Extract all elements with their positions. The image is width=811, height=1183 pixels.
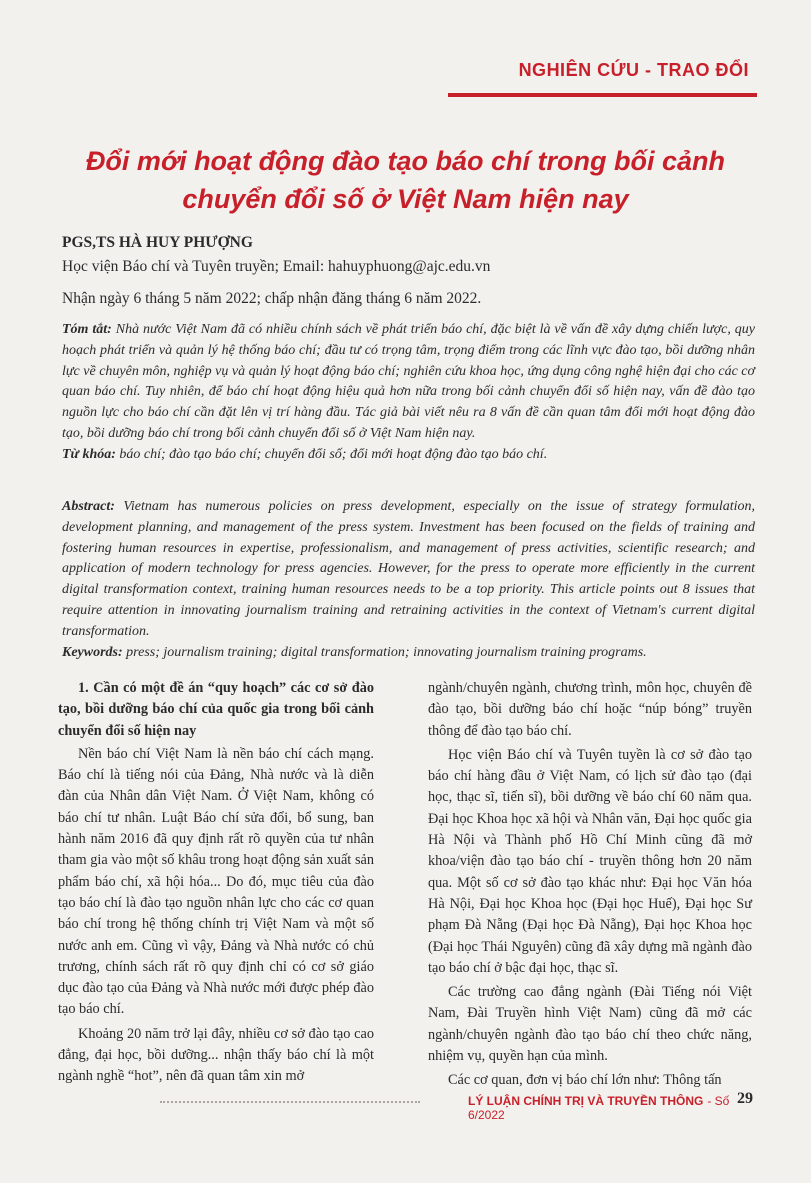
- received-date: Nhận ngày 6 tháng 5 năm 2022; chấp nhận đăng tháng 6 năm 2022.: [62, 290, 482, 307]
- abstract-vietnamese: [62, 320, 755, 466]
- section-label: NGHIÊN CỨU - TRAO ĐỔI: [518, 60, 749, 80]
- title-line-1: Đổi mới hoạt động đào tạo báo chí trong bối cảnh: [85, 146, 726, 177]
- author-name: PGS,TS HÀ HUY PHƯỢNG: [62, 234, 253, 251]
- body-paragraph: Học viện Báo chí và Tuyên tuyền là cơ sở đào tạo báo chí hàng đầu ở Việt Nam, có lịch sử đào tạo (đại học, thạc sĩ, tiến sĩ), bồi dưỡng về báo chí 60 năm qua. Đại học Khoa học xã hội và Nhân văn, Đại học quốc gia Hà Nội và Thành phố Hồ Chí Minh cũng đã mở khoa/viện đào tạo báo chí - truyền thông hơn 20 năm qua. Một số cơ sở đào tạo khác như: Đại học Văn hóa Hà Nội, Đại học Khoa học (Đại học Huế), Đại học Sư phạm Đà Nẵng (Đại học Đà Nẵng), Đại học Khoa học (Đại học Thái Nguyên) cũng đã xây dựng mã ngành đào tạo báo chí ở bậc đại học, thạc sĩ.: [428, 746, 752, 976]
- body-paragraph: Các cơ quan, đơn vị báo chí lớn như: Thông tấn: [448, 1072, 722, 1089]
- title-line-2: chuyển đổi số ở Việt Nam hiện nay: [182, 184, 629, 215]
- footer-divider: [160, 1101, 420, 1105]
- abstract-en-paragraph: [62, 497, 755, 643]
- body-paragraph: ngành/chuyên ngành, chương trình, môn học, chuyên đề đào tạo, bồi dưỡng báo chí hoặc “núp bóng” truyền thông để đào tạo báo chí.: [428, 680, 752, 739]
- author-affiliation: Học viện Báo chí và Tuyên truyền; Email: hahuyphuong@ajc.edu.vn: [62, 258, 491, 275]
- abstract-en-text: Vietnam has numerous policies on press development, especially on the issue of strategy formulation, development planning, and management of the press system. Investment has been focused on the fields of training and fostering human resources in expertise, professionalism, and management of press activities, scientific research; and application of modern technology for press agencies. However, for the press to operate more efficiently in the current digital transformation context, training human resources needs to be a top priority. This article points out 8 issues that require attention in innovating journalism training and retraining activities in the context of Vietnam's current digital transformation.: [62, 499, 755, 639]
- journal-footer: [468, 1094, 753, 1122]
- abstract-en-label: Abstract:: [62, 499, 115, 514]
- keywords-vi-text: báo chí; đào tạo báo chí; chuyển đổi số; đổi mới hoạt động đào tạo báo chí.: [115, 446, 548, 462]
- keywords-vi-label: Từ khóa:: [62, 446, 116, 462]
- journal-name: LÝ LUẬN CHÍNH TRỊ VÀ TRUYỀN THÔNG: [468, 1094, 704, 1108]
- section-heading-1: 1. Cần có một đề án “quy hoạch” các cơ sở đào tạo, bồi dưỡng báo chí của quốc gia trong bối cảnh chuyển đổi số hiện nay: [58, 680, 374, 739]
- keywords-en-paragraph: [62, 643, 755, 664]
- page-number: 29: [737, 1090, 753, 1107]
- abstract-vi-text: Nhà nước Việt Nam đã có nhiều chính sách về phát triển báo chí, đặc biệt là về vấn đề xây dựng chiến lược, quy hoạch phát triển và quản lý hệ thống báo chí; đầu tư có trọng tâm, trọng điểm trong các lĩnh vực đào tạo, bồi dưỡng nhân lực về chuyên môn, nghiệp vụ và quản lý hoạt động báo chí; nghiên cứu khoa học, ứng dụng công nghệ hiện đại cho các cơ quan báo chí. Tuy nhiên, để báo chí hoạt động hiệu quả hơn nữa trong bối cảnh chuyển đổi số hiện nay, vấn đề đào tạo nguồn lực cho báo chí cần đặt lên vị trí hàng đầu. Tác giả bài viết nêu ra 8 vấn đề cần quan tâm đổi mới hoạt động đào tạo, bồi dưỡng báo chí trong bối cảnh chuyển đổi số ở Việt Nam hiện nay.: [62, 322, 755, 441]
- keywords-en-text: press; journalism training; digital transformation; innovating journalism training programs.: [122, 644, 647, 660]
- body-paragraph: Các trường cao đẳng ngành (Đài Tiếng nói Việt Nam, Đài Truyền hình Việt Nam) cũng đã mở các ngành/chuyên ngành đào tạo báo chí theo chức năng, nhiệm vụ, quyền hạn của mình.: [428, 984, 752, 1065]
- keywords-vi-paragraph: [62, 445, 755, 466]
- abstract-vi-paragraph: [62, 320, 755, 445]
- body-column-left: [58, 678, 374, 1091]
- header-rule: [448, 93, 757, 97]
- keywords-en-label: Keywords:: [62, 644, 123, 660]
- body-paragraph: Nền báo chí Việt Nam là nền báo chí cách mạng. Báo chí là tiếng nói của Đảng, Nhà nước và là diễn đàn của Nhân dân Việt Nam. Ở Việt Nam, không có báo chí tư nhân. Luật Báo chí sửa đổi, bổ sung, ban hành năm 2016 đã quy định rất rõ quyền của tư nhân tham gia vào một số khâu trong hoạt động sản xuất sản phẩm báo chí, xã hội hóa... Do đó, mục tiêu của đào tạo báo chí là đào tạo nguồn nhân lực cho các cơ quan báo chí trong hệ thống chính trị Việt Nam và một số nước anh em. Cũng vì vậy, Đảng và Nhà nước có chủ trương, chính sách rất rõ quy định chỉ có cơ sở giáo dục đào tạo của Đảng và Nhà nước mới được phép đào tạo báo chí.: [58, 745, 374, 1018]
- abstract-english: [62, 497, 755, 663]
- issue-number: - Số 6/2022: [468, 1094, 730, 1122]
- body-column-right: [428, 678, 752, 1095]
- article-title: [60, 142, 751, 218]
- body-paragraph: Khoảng 20 năm trở lại đây, nhiều cơ sở đào tạo cao đẳng, đại học, bồi dưỡng... nhận thấy báo chí là một ngành nghề “hot”, nên đã quan tâm xin mở: [58, 1025, 374, 1085]
- abstract-vi-label: Tóm tắt:: [62, 322, 112, 337]
